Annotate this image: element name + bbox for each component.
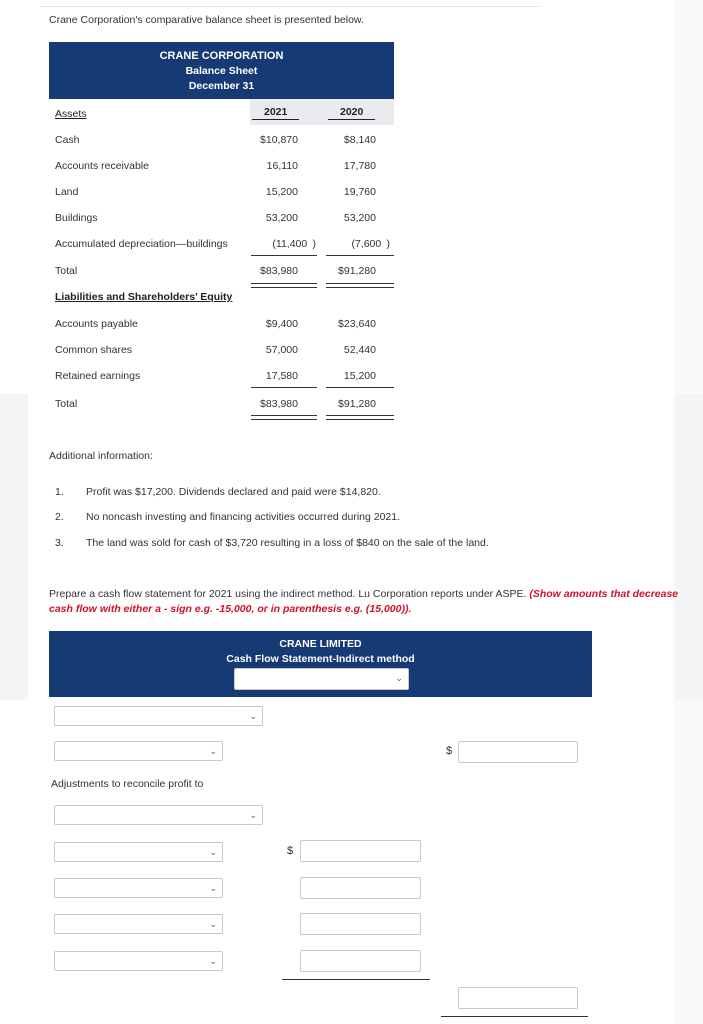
top-divider	[40, 6, 540, 7]
common-shares-2020: 52,440	[343, 344, 376, 356]
row-label-common-shares: Common shares	[55, 344, 133, 356]
ap-2021: $9,400	[265, 318, 298, 330]
liab-subtotal-rule-2020	[326, 387, 394, 388]
buildings-2021: 53,200	[265, 212, 298, 224]
adjustment-section-select[interactable]	[54, 805, 263, 825]
retained-2020: 15,200	[343, 370, 376, 382]
statement-name: Balance Sheet	[185, 65, 258, 77]
statement-date: December 31	[188, 80, 255, 92]
instruction-example-minus: -15,000	[215, 603, 252, 615]
total-liab-2020: $91,280	[338, 398, 376, 410]
row-label-buildings: Buildings	[55, 212, 98, 224]
adjustment-amount-3[interactable]	[300, 913, 421, 935]
chevron-down-icon: ⌄	[209, 883, 217, 893]
chevron-down-icon: ⌄	[249, 711, 257, 721]
adjustment-select-1[interactable]	[54, 842, 223, 862]
currency-symbol: $	[446, 745, 453, 757]
balance-sheet-header	[49, 42, 394, 99]
row-label-total-liab: Total	[55, 398, 78, 410]
company-name: CRANE CORPORATION	[159, 50, 284, 62]
chevron-down-icon: ⌄	[249, 810, 257, 820]
chevron-down-icon: ⌄	[209, 847, 217, 857]
left-gutter	[0, 394, 28, 700]
land-2020: 19,760	[343, 186, 376, 198]
adjustment-select-4[interactable]	[54, 951, 223, 971]
currency-symbol: $	[287, 845, 294, 857]
intro-text: Crane Corporation's comparative balance sheet is presented below.	[49, 14, 364, 26]
adjustment-amount-1[interactable]	[300, 840, 421, 862]
chevron-down-icon: ⌄	[209, 956, 217, 966]
info-text-3: The land was sold for cash of $3,720 resulting in a loss of $840 on the sale of the land.	[86, 537, 489, 549]
total-assets-2021: $83,980	[260, 265, 298, 277]
additional-info-heading: Additional information:	[49, 450, 153, 462]
row-label-accum-dep: Accumulated depreciation—buildings	[55, 238, 228, 250]
row-label-cash: Cash	[55, 134, 80, 146]
ar-2021: 16,110	[266, 160, 298, 172]
info-text-2: No noncash investing and financing activities occurred during 2021.	[86, 511, 401, 523]
total-assets-2020: $91,280	[338, 265, 376, 277]
chevron-down-icon: ⌄	[395, 673, 403, 683]
year-2020-header: 2020	[328, 106, 375, 120]
chevron-down-icon: ⌄	[209, 746, 217, 756]
right-gutter	[675, 394, 703, 700]
adjustments-subtotal-rule	[282, 979, 430, 980]
adjustment-select-3[interactable]	[54, 914, 223, 934]
land-2021: 15,200	[265, 186, 298, 198]
section-select[interactable]	[54, 706, 263, 726]
cash-2021: $10,870	[260, 134, 298, 146]
instruction-example-paren: (15,000)	[365, 603, 405, 615]
row-label-retained: Retained earnings	[55, 370, 141, 382]
liab-double-rule-2021	[251, 415, 317, 420]
row-label-ap: Accounts payable	[55, 318, 138, 330]
net-subtotal-rule	[441, 1016, 588, 1017]
info-number-2: 2.	[55, 511, 64, 523]
instruction-part-a: (Show amounts that decrease cash flow with either a - sign e.g.	[49, 588, 679, 615]
total-double-rule-2020	[326, 283, 394, 288]
accum-dep-2020: (7,600 )	[351, 238, 390, 250]
instruction-part-c: , or in parenthesis e.g.	[251, 603, 366, 615]
info-number-1: 1.	[55, 486, 64, 498]
liabilities-heading: Liabilities and Shareholders’ Equity	[55, 291, 233, 303]
adjustments-label: Adjustments to reconcile profit to	[51, 778, 204, 790]
common-shares-2021: 57,000	[265, 344, 298, 356]
period-select[interactable]	[234, 668, 409, 690]
cash-2020: $8,140	[343, 134, 376, 146]
info-number-3: 3.	[55, 537, 64, 549]
row-label-land: Land	[55, 186, 79, 198]
total-liab-2021: $83,980	[260, 398, 298, 410]
cf-title: Cash Flow Statement-Indirect method	[226, 653, 415, 665]
liab-double-rule-2020	[326, 415, 394, 420]
ar-2020: 17,780	[343, 160, 376, 172]
chevron-down-icon: ⌄	[209, 919, 217, 929]
accum-dep-2021: (11,400 )	[272, 238, 316, 250]
subtotal-rule-2021	[251, 255, 317, 256]
question-text	[49, 587, 689, 617]
row-label-total-assets: Total	[55, 265, 78, 277]
ap-2020: $23,640	[338, 318, 376, 330]
retained-2021: 17,580	[265, 370, 298, 382]
buildings-2020: 53,200	[343, 212, 376, 224]
adjustment-select-2[interactable]	[54, 878, 223, 898]
instruction-part-e: ).	[404, 603, 412, 615]
line-select-1[interactable]	[54, 741, 223, 761]
adjustment-amount-4[interactable]	[300, 950, 421, 972]
cf-company-name: CRANE LIMITED	[279, 638, 362, 650]
row-label-ar: Accounts receivable	[55, 160, 149, 172]
year-2021-header: 2021	[252, 106, 299, 120]
liab-subtotal-rule-2021	[251, 387, 317, 388]
assets-heading: Assets	[55, 108, 87, 120]
net-adjustments-input[interactable]	[458, 987, 578, 1009]
amount-input-1[interactable]	[458, 741, 578, 763]
adjustment-amount-2[interactable]	[300, 877, 421, 899]
question-prompt: Prepare a cash flow statement for 2021 using the indirect method. Lu Corporation reports under ASPE.	[49, 588, 530, 600]
info-text-1: Profit was $17,200. Dividends declared and paid were $14,820.	[86, 486, 381, 498]
subtotal-rule-2020	[326, 255, 394, 256]
total-double-rule-2021	[251, 283, 317, 288]
